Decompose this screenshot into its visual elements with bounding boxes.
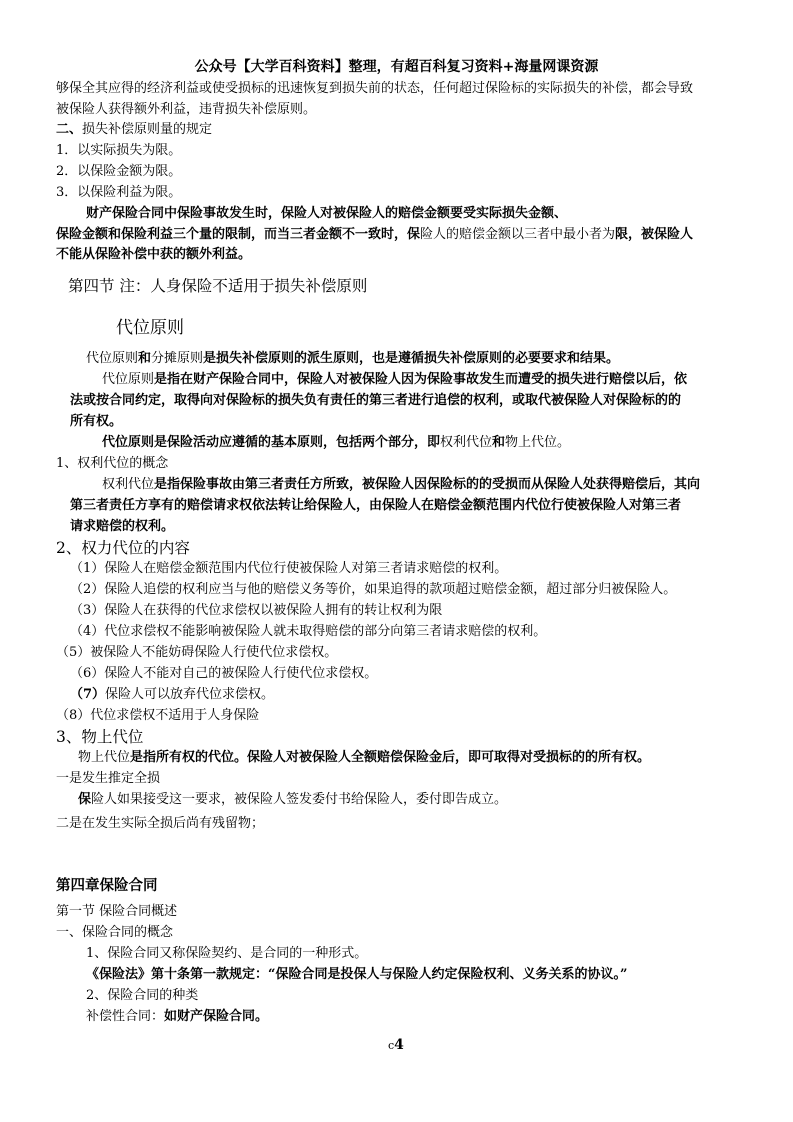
- text-segment: 不能从保险补偿中获的额外利益。: [56, 247, 252, 262]
- text-line: [56, 246, 251, 264]
- list-item: [56, 142, 181, 160]
- text-segment: 1．以实际损失为限。: [56, 143, 182, 158]
- text-segment: 保: [78, 792, 92, 807]
- text-segment: 《保险法》第十条第一款规定：“保险合同是投保人与保险人约定保险权利、义务关系的协议。”: [86, 967, 628, 982]
- list-item: [70, 665, 377, 683]
- text-segment: 财产保险合同中保险事故发生时，保险人对被保险人的赔偿金额要受实际损失金额、: [86, 206, 568, 221]
- text-segment: 一是发生推定全损: [56, 771, 161, 786]
- text-segment: 物上代位: [78, 750, 131, 765]
- list-item: [56, 184, 181, 202]
- text-line: [102, 476, 700, 494]
- section-heading: [56, 903, 177, 921]
- text-segment: 保险人可以放弃代位求偿权。: [105, 687, 275, 702]
- text-line: [78, 749, 650, 767]
- page-number: [388, 1036, 404, 1055]
- text-segment: 是指在财产保险合同中，保险人对被保险人因为保险事故发生而遭受的损失进行赔偿以后，依: [154, 372, 688, 387]
- text-segment: 代位原则: [102, 372, 155, 387]
- text-segment: 二、: [56, 122, 83, 137]
- text-line: [78, 791, 507, 809]
- section-heading: [56, 121, 212, 139]
- text-segment: 权利代位: [102, 477, 155, 492]
- text-segment: 保险金额和保险利益三个量的限制，而当三者金额不一致时，: [56, 227, 408, 242]
- text-segment: （6）保险人不能对自己的被保险人行使代位求偿权。: [70, 666, 378, 681]
- page-number-value: 4: [394, 1037, 404, 1053]
- text-line: [56, 815, 264, 833]
- text-segment: 3．以保险利益为限。: [56, 185, 182, 200]
- list-item: [70, 581, 676, 599]
- text-line: [56, 80, 693, 98]
- text-segment: 补偿性合同：: [86, 1009, 165, 1024]
- list-item: [56, 707, 259, 725]
- text-segment: 代位原则: [116, 318, 184, 338]
- section-heading: [56, 455, 168, 473]
- text-line: [56, 226, 693, 244]
- text-segment: （5）被保险人不能妨碍保险人行使代位求偿权。: [56, 645, 338, 660]
- text-line: [70, 497, 681, 515]
- text-segment: 2、权力代位的内容: [56, 539, 190, 557]
- text-segment: 险人如果接受这一要求，被保险人签发委付书给保险人，委付即告成立。: [91, 792, 508, 807]
- list-item: [70, 686, 274, 704]
- text-segment: 2．以保险金额为限。: [56, 164, 182, 179]
- text-segment: 代位原则是保险活动应遵循的基本原则，包括两个部分，即: [102, 435, 441, 450]
- text-line: [86, 205, 567, 223]
- text-segment: 保: [407, 227, 421, 242]
- page-number-prefix: c: [388, 1039, 395, 1052]
- text-segment: 法或按合同约定，取得向对保险标的损失负有责任的第三者进行追偿的权利，或取代被保险人对保险标的的: [70, 393, 682, 408]
- text-segment: 2、保险合同的种类: [86, 988, 199, 1003]
- text-segment: 分摊原则: [151, 351, 204, 366]
- text-line: [56, 101, 316, 119]
- text-segment: 是损失补偿原则的派生原则，也是遵循损失补偿原则的必要要求和结果。: [203, 351, 620, 366]
- text-segment: 代位原则: [86, 351, 139, 366]
- text-segment: （3）保险人在获得的代位求偿权以被保险人拥有的转让权利为限: [70, 603, 443, 618]
- text-line: [86, 350, 619, 368]
- text-segment: （7）: [70, 687, 106, 702]
- text-line: [56, 770, 160, 788]
- text-segment: 限，被保险人: [615, 227, 694, 242]
- text-line: [102, 434, 570, 452]
- list-item: [56, 163, 181, 181]
- text-segment: （8）代位求偿权不适用于人身保险: [56, 708, 260, 723]
- text-segment: 如财产保险合同。: [164, 1009, 269, 1024]
- section-title: [68, 275, 367, 297]
- text-segment: 一、保险合同的概念: [56, 925, 174, 940]
- text-segment: 被保险人获得额外利益，违背损失补偿原则。: [56, 102, 317, 117]
- text-segment: 二是在发生实际全损后尚有残留物；: [56, 816, 265, 831]
- text-segment: 第三者责任方享有的赔偿请求权依法转让给保险人，由保险人在赔偿金额范围内代位行使被保险人对第三者: [70, 498, 682, 513]
- text-segment: 第四节 注：人身保险不适用于损失补偿原则: [68, 277, 368, 295]
- text-line: [70, 518, 174, 536]
- text-segment: 第四章保险合同: [56, 877, 158, 894]
- text-line: [86, 1008, 268, 1026]
- chapter-title: [56, 877, 158, 895]
- page-header: 公众号【大学百科资料】整理，有超百科复习资料+海量网课资源: [194, 59, 599, 75]
- section-heading: [56, 726, 143, 748]
- text-segment: 损失补偿原则量的规定: [82, 122, 213, 137]
- text-segment: （4）代位求偿权不能影响被保险人就未取得赔偿的部分向第三者请求赔偿的权利。: [70, 624, 547, 639]
- text-segment: 请求赔偿的权利。: [70, 519, 175, 534]
- text-line: [70, 413, 122, 431]
- list-item: [86, 945, 367, 963]
- list-item: [56, 644, 337, 662]
- list-item: [70, 560, 507, 578]
- text-segment: 1、保险合同又称保险契约、是合同的一种形式。: [86, 946, 368, 961]
- text-segment: 3、物上代位: [56, 728, 144, 746]
- list-item: [70, 623, 546, 641]
- text-line: [70, 392, 681, 410]
- list-item: [70, 602, 442, 620]
- text-segment: 和: [138, 351, 152, 366]
- text-segment: 够保全其应得的经济利益或使受损标的迅速恢复到损失前的状态，任何超过保险标的实际损失的补偿，都会导致: [56, 81, 694, 96]
- text-line: [102, 371, 687, 389]
- text-segment: 物上代位。: [505, 435, 571, 450]
- text-segment: 所有权。: [70, 414, 123, 429]
- text-segment: 1、权利代位的概念: [56, 456, 169, 471]
- text-line: [86, 966, 627, 984]
- text-segment: 险人的赔偿金额以三者中最小者为: [420, 227, 616, 242]
- section-heading: [56, 924, 173, 942]
- text-segment: 第一节 保险合同概述: [56, 904, 178, 919]
- text-segment: 权利代位: [440, 435, 493, 450]
- section-heading: [56, 537, 190, 559]
- text-segment: 是指所有权的代位。保险人对被保险人全额赔偿保险金后，即可取得对受损标的的所有权。: [130, 750, 651, 765]
- list-item: [86, 987, 198, 1005]
- text-segment: （2）保险人追偿的权利应当与他的赔偿义务等价，如果追得的款项超过赔偿金额，超过部分归被保险人。: [70, 582, 677, 597]
- subsection-title: [116, 316, 184, 340]
- text-segment: 和: [492, 435, 506, 450]
- text-segment: （1）保险人在赔偿金额范围内代位行使被保险人对第三者请求赔偿的权利。: [70, 561, 508, 576]
- text-segment: 是指保险事故由第三者责任方所致，被保险人因保险标的的受损而从保险人处获得赔偿后，其向: [154, 477, 701, 492]
